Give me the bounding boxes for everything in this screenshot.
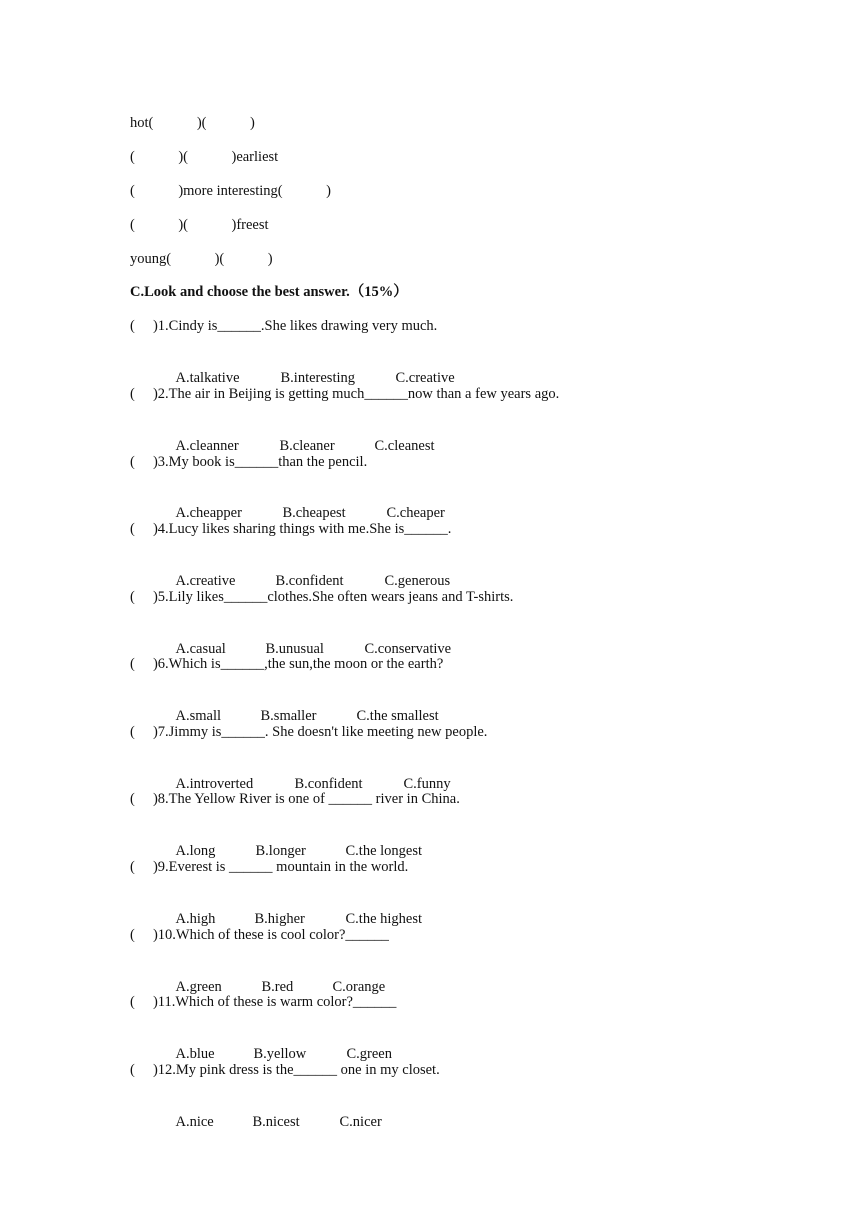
answer-options: [161, 1095, 382, 1149]
question-stem: ( )12.My pink dress is the______ one in my closet.: [130, 1062, 440, 1078]
option-c: C.green: [346, 1046, 392, 1062]
question-stem: ( )3.My book is______than the pencil.: [130, 454, 368, 470]
question-stem: ( )7.Jimmy is______. She doesn't like meeting new people.: [130, 724, 488, 740]
option-c: C.the smallest: [356, 708, 439, 724]
word-form-line: ( )more interesting( ): [130, 183, 331, 199]
option-c: C.orange: [332, 979, 386, 995]
option-b: B.nicest: [252, 1114, 300, 1130]
question-stem: ( )11.Which of these is warm color?______: [130, 994, 397, 1010]
option-c: C.nicer: [339, 1114, 382, 1130]
option-b: B.higher: [254, 911, 305, 927]
option-a: A.high: [175, 911, 216, 927]
option-a: A.creative: [175, 573, 236, 589]
option-c: C.cleanest: [374, 438, 435, 454]
option-b: B.yellow: [253, 1046, 307, 1062]
option-c: C.the longest: [345, 843, 423, 859]
question-stem: ( )6.Which is______,the sun,the moon or the earth?: [130, 656, 444, 672]
option-a: A.cheapper: [175, 505, 242, 521]
option-a: A.blue: [175, 1046, 215, 1062]
option-c: C.the highest: [345, 911, 423, 927]
option-c: C.cheaper: [386, 505, 445, 521]
question-stem: ( )5.Lily likes______clothes.She often wears jeans and T-shirts.: [130, 589, 514, 605]
word-form-line: ( )( )earliest: [130, 149, 279, 165]
word-form-line: young( )( ): [130, 251, 273, 267]
option-c: C.conservative: [364, 641, 452, 657]
option-a: A.green: [175, 979, 222, 995]
question-stem: ( )2.The air in Beijing is getting much______now than a few years ago.: [130, 386, 560, 402]
question-stem: ( )4.Lucy likes sharing things with me.She is______.: [130, 521, 452, 537]
option-b: B.smaller: [260, 708, 317, 724]
section-heading: C.Look and choose the best answer.（15%）: [130, 284, 408, 300]
option-b: B.red: [261, 979, 294, 995]
option-c: C.creative: [395, 370, 455, 386]
option-c: C.generous: [384, 573, 451, 589]
option-b: B.cleaner: [279, 438, 335, 454]
option-b: B.cheapest: [282, 505, 346, 521]
question-stem: ( )8.The Yellow River is one of ______ river in China.: [130, 791, 460, 807]
option-a: A.nice: [175, 1114, 214, 1130]
question-stem: ( )10.Which of these is cool color?______: [130, 927, 389, 943]
option-a: A.casual: [175, 641, 226, 657]
word-form-line: ( )( )freest: [130, 217, 269, 233]
option-a: A.long: [175, 843, 216, 859]
option-b: B.confident: [294, 776, 363, 792]
option-a: A.small: [175, 708, 222, 724]
option-b: B.interesting: [280, 370, 356, 386]
option-a: A.talkative: [175, 370, 240, 386]
option-a: A.cleanner: [175, 438, 239, 454]
option-a: A.introverted: [175, 776, 254, 792]
question-stem: ( )9.Everest is ______ mountain in the world.: [130, 859, 409, 875]
option-b: B.unusual: [265, 641, 324, 657]
question-stem: ( )1.Cindy is______.She likes drawing very much.: [130, 318, 438, 334]
option-c: C.funny: [403, 776, 451, 792]
option-b: B.longer: [255, 843, 306, 859]
option-b: B.confident: [275, 573, 344, 589]
word-form-line: hot( )( ): [130, 115, 255, 131]
